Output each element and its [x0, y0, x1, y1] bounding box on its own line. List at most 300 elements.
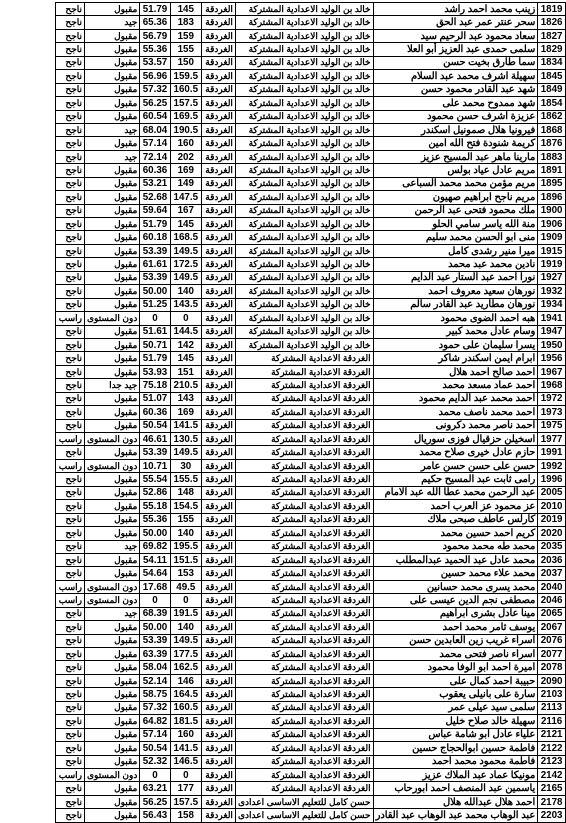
- grade-cell: دون المستوى: [85, 459, 140, 472]
- total-score-cell: 153: [170, 567, 201, 580]
- result-cell: ناجح: [56, 567, 85, 580]
- student-name-cell: اسراء غريب زين العابدين حسن: [373, 634, 538, 647]
- percentage-cell: 53.39: [140, 446, 170, 459]
- student-name-cell: سعاد محمود عبد الرحيم سيد: [373, 29, 538, 42]
- result-cell: ناجح: [56, 674, 85, 687]
- table-row: [56, 782, 566, 795]
- administration-cell: الغردقة: [202, 271, 236, 284]
- administration-cell: الغردقة: [202, 204, 236, 217]
- administration-cell: الغردقة: [202, 795, 236, 808]
- seat-number-cell: 2010: [538, 500, 566, 513]
- percentage-cell: 60.18: [140, 231, 170, 244]
- table-row: [56, 3, 566, 16]
- seat-number-cell: 1868: [538, 123, 566, 136]
- student-name-cell: ابرام ايمن اسكندر شاكر: [373, 352, 538, 365]
- school-cell: خالد بن الوليد الاعدادية المشتركة: [235, 218, 373, 231]
- table-row: [56, 43, 566, 56]
- percentage-cell: 56.25: [140, 97, 170, 110]
- grade-cell: مقبول: [85, 97, 140, 110]
- school-cell: خالد بن الوليد الاعدادية المشتركة: [235, 271, 373, 284]
- table-row: [56, 540, 566, 553]
- school-cell: الغردقة الاعدادية المشتركة: [235, 446, 373, 459]
- student-name-cell: احمد محمد ناصف محمد: [373, 406, 538, 419]
- student-name-cell: احمد محمد عبد الدايم محمود: [373, 392, 538, 405]
- total-score-cell: 177: [170, 782, 201, 795]
- student-name-cell: احمد هلال عبدالله هلال: [373, 795, 538, 808]
- student-name-cell: عزيزة اشرف حسن محمود: [373, 110, 538, 123]
- total-score-cell: 159: [170, 29, 201, 42]
- table-row: [56, 419, 566, 432]
- school-cell: خالد بن الوليد الاعدادية المشتركة: [235, 3, 373, 16]
- student-name-cell: مارينا ماهر عبد المسيح عزيز: [373, 150, 538, 163]
- grade-cell: دون المستوى: [85, 594, 140, 607]
- result-cell: راسب: [56, 312, 85, 325]
- school-cell: خالد بن الوليد الاعدادية المشتركة: [235, 204, 373, 217]
- seat-number-cell: 2040: [538, 580, 566, 593]
- percentage-cell: 52.14: [140, 674, 170, 687]
- seat-number-cell: 2076: [538, 634, 566, 647]
- seat-number-cell: 2037: [538, 567, 566, 580]
- percentage-cell: 52.68: [140, 191, 170, 204]
- result-cell: ناجح: [56, 352, 85, 365]
- table-row: [56, 553, 566, 566]
- total-score-cell: 190.5: [170, 123, 201, 136]
- seat-number-cell: 1909: [538, 231, 566, 244]
- student-name-cell: حازم عادل خيرى صلاح محمد: [373, 446, 538, 459]
- student-name-cell: منة الله ياسر سامي الحلو: [373, 218, 538, 231]
- result-cell: ناجح: [56, 715, 85, 728]
- school-cell: الغردقة الاعدادية المشتركة: [235, 688, 373, 701]
- student-name-cell: مريم عادل عياد بولس: [373, 164, 538, 177]
- grade-cell: مقبول: [85, 110, 140, 123]
- results-table-body: [56, 3, 566, 823]
- administration-cell: الغردقة: [202, 728, 236, 741]
- result-cell: ناجح: [56, 755, 85, 768]
- result-cell: راسب: [56, 594, 85, 607]
- table-row: [56, 392, 566, 405]
- table-row: [56, 607, 566, 620]
- total-score-cell: 0: [170, 594, 201, 607]
- administration-cell: الغردقة: [202, 392, 236, 405]
- table-row: [56, 701, 566, 714]
- administration-cell: الغردقة: [202, 3, 236, 16]
- school-cell: الغردقة الاعدادية المشتركة: [235, 433, 373, 446]
- result-cell: ناجح: [56, 742, 85, 755]
- administration-cell: الغردقة: [202, 634, 236, 647]
- table-row: [56, 768, 566, 781]
- seat-number-cell: 1919: [538, 258, 566, 271]
- school-cell: خالد بن الوليد الاعدادية المشتركة: [235, 285, 373, 298]
- total-score-cell: 143: [170, 392, 201, 405]
- result-cell: ناجح: [56, 527, 85, 540]
- result-cell: ناجح: [56, 191, 85, 204]
- table-row: [56, 338, 566, 351]
- table-row: [56, 809, 566, 822]
- total-score-cell: 30: [170, 459, 201, 472]
- student-name-cell: سلمى سيد عيلى عمر: [373, 701, 538, 714]
- grade-cell: مقبول: [85, 701, 140, 714]
- school-cell: الغردقة الاعدادية المشتركة: [235, 473, 373, 486]
- total-score-cell: 149.5: [170, 634, 201, 647]
- table-row: [56, 648, 566, 661]
- total-score-cell: 169: [170, 406, 201, 419]
- school-cell: خالد بن الوليد الاعدادية المشتركة: [235, 244, 373, 257]
- school-cell: الغردقة الاعدادية المشتركة: [235, 540, 373, 553]
- seat-number-cell: 1826: [538, 16, 566, 29]
- result-cell: ناجح: [56, 43, 85, 56]
- administration-cell: الغردقة: [202, 459, 236, 472]
- seat-number-cell: 1895: [538, 177, 566, 190]
- student-name-cell: علياء عادل ابو شامة عباس: [373, 728, 538, 741]
- school-cell: خالد بن الوليد الاعدادية المشتركة: [235, 137, 373, 150]
- total-score-cell: 169: [170, 164, 201, 177]
- result-cell: ناجح: [56, 607, 85, 620]
- student-name-cell: شهد ممدوح محمد على: [373, 97, 538, 110]
- administration-cell: الغردقة: [202, 29, 236, 42]
- grade-cell: مقبول: [85, 56, 140, 69]
- result-cell: ناجح: [56, 244, 85, 257]
- student-name-cell: سحر عنتر عمر عبد الحق: [373, 16, 538, 29]
- result-cell: ناجح: [56, 123, 85, 136]
- school-cell: الغردقة الاعدادية المشتركة: [235, 701, 373, 714]
- result-cell: ناجح: [56, 83, 85, 96]
- student-name-cell: محمد طه محمد محمود: [373, 540, 538, 553]
- administration-cell: الغردقة: [202, 150, 236, 163]
- percentage-cell: 60.36: [140, 164, 170, 177]
- student-name-cell: محمد يسرى محمد حسانين: [373, 580, 538, 593]
- seat-number-cell: 2020: [538, 527, 566, 540]
- administration-cell: الغردقة: [202, 648, 236, 661]
- total-score-cell: 143.5: [170, 298, 201, 311]
- table-row: [56, 177, 566, 190]
- total-score-cell: 195.5: [170, 540, 201, 553]
- seat-number-cell: 1932: [538, 285, 566, 298]
- seat-number-cell: 1991: [538, 446, 566, 459]
- result-cell: ناجح: [56, 379, 85, 392]
- percentage-cell: 51.61: [140, 325, 170, 338]
- school-cell: الغردقة الاعدادية المشتركة: [235, 419, 373, 432]
- table-row: [56, 325, 566, 338]
- seat-number-cell: 1968: [538, 379, 566, 392]
- result-cell: ناجح: [56, 406, 85, 419]
- administration-cell: الغردقة: [202, 661, 236, 674]
- school-cell: الغردقة الاعدادية المشتركة: [235, 365, 373, 378]
- grade-cell: مقبول: [85, 164, 140, 177]
- administration-cell: الغردقة: [202, 715, 236, 728]
- school-cell: الغردقة الاعدادية المشتركة: [235, 742, 373, 755]
- grade-cell: مقبول: [85, 755, 140, 768]
- seat-number-cell: 1934: [538, 298, 566, 311]
- percentage-cell: 68.39: [140, 607, 170, 620]
- total-score-cell: 172.5: [170, 258, 201, 271]
- total-score-cell: 191.5: [170, 607, 201, 620]
- table-row: [56, 56, 566, 69]
- school-cell: خالد بن الوليد الاعدادية المشتركة: [235, 338, 373, 351]
- table-row: [56, 500, 566, 513]
- result-cell: ناجح: [56, 285, 85, 298]
- grade-cell: جيد: [85, 540, 140, 553]
- seat-number-cell: 1977: [538, 433, 566, 446]
- seat-number-cell: 1891: [538, 164, 566, 177]
- percentage-cell: 51.79: [140, 352, 170, 365]
- percentage-cell: 55.36: [140, 43, 170, 56]
- grade-cell: جيد: [85, 607, 140, 620]
- total-score-cell: 183: [170, 16, 201, 29]
- table-row: [56, 29, 566, 42]
- table-row: [56, 661, 566, 674]
- school-cell: خالد بن الوليد الاعدادية المشتركة: [235, 70, 373, 83]
- result-cell: ناجح: [56, 728, 85, 741]
- administration-cell: الغردقة: [202, 594, 236, 607]
- administration-cell: الغردقة: [202, 446, 236, 459]
- result-cell: ناجح: [56, 809, 85, 822]
- table-row: [56, 231, 566, 244]
- total-score-cell: 159.5: [170, 70, 201, 83]
- grade-cell: مقبول: [85, 352, 140, 365]
- student-name-cell: سلمى حمدى عبد العزيز أبو العلا: [373, 43, 538, 56]
- table-row: [56, 433, 566, 446]
- administration-cell: الغردقة: [202, 83, 236, 96]
- administration-cell: الغردقة: [202, 312, 236, 325]
- result-cell: ناجح: [56, 218, 85, 231]
- grade-cell: مقبول: [85, 419, 140, 432]
- school-cell: خالد بن الوليد الاعدادية المشتركة: [235, 177, 373, 190]
- table-row: [56, 83, 566, 96]
- seat-number-cell: 1827: [538, 29, 566, 42]
- total-score-cell: 140: [170, 621, 201, 634]
- administration-cell: الغردقة: [202, 191, 236, 204]
- administration-cell: الغردقة: [202, 701, 236, 714]
- table-row: [56, 244, 566, 257]
- school-cell: خالد بن الوليد الاعدادية المشتركة: [235, 43, 373, 56]
- result-cell: راسب: [56, 580, 85, 593]
- administration-cell: الغردقة: [202, 379, 236, 392]
- seat-number-cell: 1967: [538, 365, 566, 378]
- seat-number-cell: 1862: [538, 110, 566, 123]
- total-score-cell: 141.5: [170, 419, 201, 432]
- administration-cell: الغردقة: [202, 56, 236, 69]
- administration-cell: الغردقة: [202, 406, 236, 419]
- result-cell: ناجح: [56, 164, 85, 177]
- student-name-cell: نورهان سعيد معروف احمد: [373, 285, 538, 298]
- result-cell: ناجح: [56, 365, 85, 378]
- seat-number-cell: 2078: [538, 661, 566, 674]
- result-cell: ناجح: [56, 513, 85, 526]
- percentage-cell: 53.39: [140, 271, 170, 284]
- result-cell: ناجح: [56, 795, 85, 808]
- school-cell: الغردقة الاعدادية المشتركة: [235, 607, 373, 620]
- result-cell: ناجح: [56, 338, 85, 351]
- grade-cell: دون المستوى: [85, 312, 140, 325]
- school-cell: الغردقة الاعدادية المشتركة: [235, 674, 373, 687]
- school-cell: الغردقة الاعدادية المشتركة: [235, 634, 373, 647]
- administration-cell: الغردقة: [202, 137, 236, 150]
- total-score-cell: 140: [170, 527, 201, 540]
- student-name-cell: كريمة شنودة فتح الله امين: [373, 137, 538, 150]
- student-name-cell: سهيلة خالد صلاح خليل: [373, 715, 538, 728]
- table-row: [56, 365, 566, 378]
- student-name-cell: نادين محمد عبد محمد: [373, 258, 538, 271]
- administration-cell: الغردقة: [202, 298, 236, 311]
- school-cell: خالد بن الوليد الاعدادية المشتركة: [235, 325, 373, 338]
- percentage-cell: 75.18: [140, 379, 170, 392]
- percentage-cell: 0: [140, 768, 170, 781]
- total-score-cell: 149.5: [170, 271, 201, 284]
- school-cell: الغردقة الاعدادية المشتركة: [235, 782, 373, 795]
- seat-number-cell: 1896: [538, 191, 566, 204]
- total-score-cell: 151: [170, 365, 201, 378]
- table-row: [56, 527, 566, 540]
- result-cell: ناجح: [56, 446, 85, 459]
- seat-number-cell: 2116: [538, 715, 566, 728]
- total-score-cell: 181.5: [170, 715, 201, 728]
- percentage-cell: 64.82: [140, 715, 170, 728]
- school-cell: الغردقة الاعدادية المشتركة: [235, 486, 373, 499]
- student-name-cell: سارة على بانيلى يعقوب: [373, 688, 538, 701]
- administration-cell: الغردقة: [202, 419, 236, 432]
- school-cell: خالد بن الوليد الاعدادية المشتركة: [235, 16, 373, 29]
- table-row: [56, 123, 566, 136]
- percentage-cell: 0: [140, 594, 170, 607]
- grade-cell: دون المستوى: [85, 433, 140, 446]
- student-name-cell: منى ابو الحسن محمد سليم: [373, 231, 538, 244]
- seat-number-cell: 2121: [538, 728, 566, 741]
- administration-cell: الغردقة: [202, 527, 236, 540]
- student-name-cell: عز محمود عز العرب احمد: [373, 500, 538, 513]
- total-score-cell: 130.5: [170, 433, 201, 446]
- school-cell: الغردقة الاعدادية المشتركة: [235, 580, 373, 593]
- percentage-cell: 0: [140, 312, 170, 325]
- seat-number-cell: 1947: [538, 325, 566, 338]
- total-score-cell: 149.5: [170, 244, 201, 257]
- table-row: [56, 258, 566, 271]
- grade-cell: مقبول: [85, 661, 140, 674]
- table-row: [56, 406, 566, 419]
- total-score-cell: 148: [170, 486, 201, 499]
- seat-number-cell: 2165: [538, 782, 566, 795]
- table-row: [56, 312, 566, 325]
- result-cell: ناجح: [56, 258, 85, 271]
- grade-cell: مقبول: [85, 365, 140, 378]
- student-name-cell: كريم احمد حسين محمد: [373, 527, 538, 540]
- administration-cell: الغردقة: [202, 352, 236, 365]
- school-cell: الغردقة الاعدادية المشتركة: [235, 392, 373, 405]
- percentage-cell: 55.54: [140, 473, 170, 486]
- table-row: [56, 285, 566, 298]
- school-cell: خالد بن الوليد الاعدادية المشتركة: [235, 312, 373, 325]
- seat-number-cell: 1876: [538, 137, 566, 150]
- administration-cell: الغردقة: [202, 258, 236, 271]
- seat-number-cell: 2019: [538, 513, 566, 526]
- percentage-cell: 57.14: [140, 137, 170, 150]
- table-row: [56, 634, 566, 647]
- percentage-cell: 52.86: [140, 486, 170, 499]
- result-cell: راسب: [56, 433, 85, 446]
- result-cell: ناجح: [56, 150, 85, 163]
- table-row: [56, 137, 566, 150]
- school-cell: خالد بن الوليد الاعدادية المشتركة: [235, 231, 373, 244]
- student-name-cell: حسن على حسن حسن عامر: [373, 459, 538, 472]
- total-score-cell: 142: [170, 338, 201, 351]
- administration-cell: الغردقة: [202, 110, 236, 123]
- total-score-cell: 147.5: [170, 191, 201, 204]
- seat-number-cell: 1915: [538, 244, 566, 257]
- result-cell: ناجح: [56, 634, 85, 647]
- administration-cell: الغردقة: [202, 244, 236, 257]
- school-cell: خالد بن الوليد الاعدادية المشتركة: [235, 110, 373, 123]
- seat-number-cell: 1906: [538, 218, 566, 231]
- result-cell: ناجح: [56, 97, 85, 110]
- result-cell: ناجح: [56, 137, 85, 150]
- result-cell: راسب: [56, 768, 85, 781]
- total-score-cell: 155.5: [170, 473, 201, 486]
- percentage-cell: 63.21: [140, 782, 170, 795]
- total-score-cell: 146: [170, 674, 201, 687]
- seat-number-cell: 1819: [538, 3, 566, 16]
- student-name-cell: هبه احمد الضوى محمود: [373, 312, 538, 325]
- administration-cell: الغردقة: [202, 513, 236, 526]
- table-row: [56, 191, 566, 204]
- grade-cell: مقبول: [85, 137, 140, 150]
- school-cell: خالد بن الوليد الاعدادية المشتركة: [235, 97, 373, 110]
- student-name-cell: سهيلة اشرف محمد عبد السلام: [373, 70, 538, 83]
- table-row: [56, 16, 566, 29]
- grade-cell: جيد: [85, 150, 140, 163]
- total-score-cell: 141.5: [170, 742, 201, 755]
- result-cell: ناجح: [56, 204, 85, 217]
- result-cell: ناجح: [56, 473, 85, 486]
- seat-number-cell: 1941: [538, 312, 566, 325]
- student-name-cell: مونيكا عماد عبد الملاك عزيز: [373, 768, 538, 781]
- seat-number-cell: 1854: [538, 97, 566, 110]
- student-name-cell: سما طارق بخيت حسن: [373, 56, 538, 69]
- seat-number-cell: 2046: [538, 594, 566, 607]
- results-table: [55, 2, 566, 823]
- grade-cell: مقبول: [85, 218, 140, 231]
- table-row: [56, 459, 566, 472]
- school-cell: حسن كامل للتعليم الاساسى اعدادى: [235, 795, 373, 808]
- seat-number-cell: 1996: [538, 473, 566, 486]
- result-cell: راسب: [56, 459, 85, 472]
- percentage-cell: 56.96: [140, 70, 170, 83]
- grade-cell: مقبول: [85, 70, 140, 83]
- administration-cell: الغردقة: [202, 540, 236, 553]
- percentage-cell: 60.36: [140, 406, 170, 419]
- grade-cell: مقبول: [85, 527, 140, 540]
- administration-cell: الغردقة: [202, 553, 236, 566]
- total-score-cell: 155: [170, 43, 201, 56]
- school-cell: الغردقة الاعدادية المشتركة: [235, 352, 373, 365]
- grade-cell: مقبول: [85, 231, 140, 244]
- total-score-cell: 145: [170, 352, 201, 365]
- administration-cell: الغردقة: [202, 486, 236, 499]
- percentage-cell: 57.32: [140, 701, 170, 714]
- school-cell: الغردقة الاعدادية المشتركة: [235, 648, 373, 661]
- administration-cell: الغردقة: [202, 70, 236, 83]
- seat-number-cell: 2123: [538, 755, 566, 768]
- result-cell: ناجح: [56, 325, 85, 338]
- total-score-cell: 160: [170, 728, 201, 741]
- percentage-cell: 56.25: [140, 795, 170, 808]
- total-score-cell: 149: [170, 177, 201, 190]
- result-cell: ناجح: [56, 392, 85, 405]
- total-score-cell: 202: [170, 150, 201, 163]
- student-name-cell: ميرا منير رشدى كامل: [373, 244, 538, 257]
- percentage-cell: 53.93: [140, 365, 170, 378]
- percentage-cell: 63.39: [140, 648, 170, 661]
- administration-cell: الغردقة: [202, 177, 236, 190]
- table-row: [56, 218, 566, 231]
